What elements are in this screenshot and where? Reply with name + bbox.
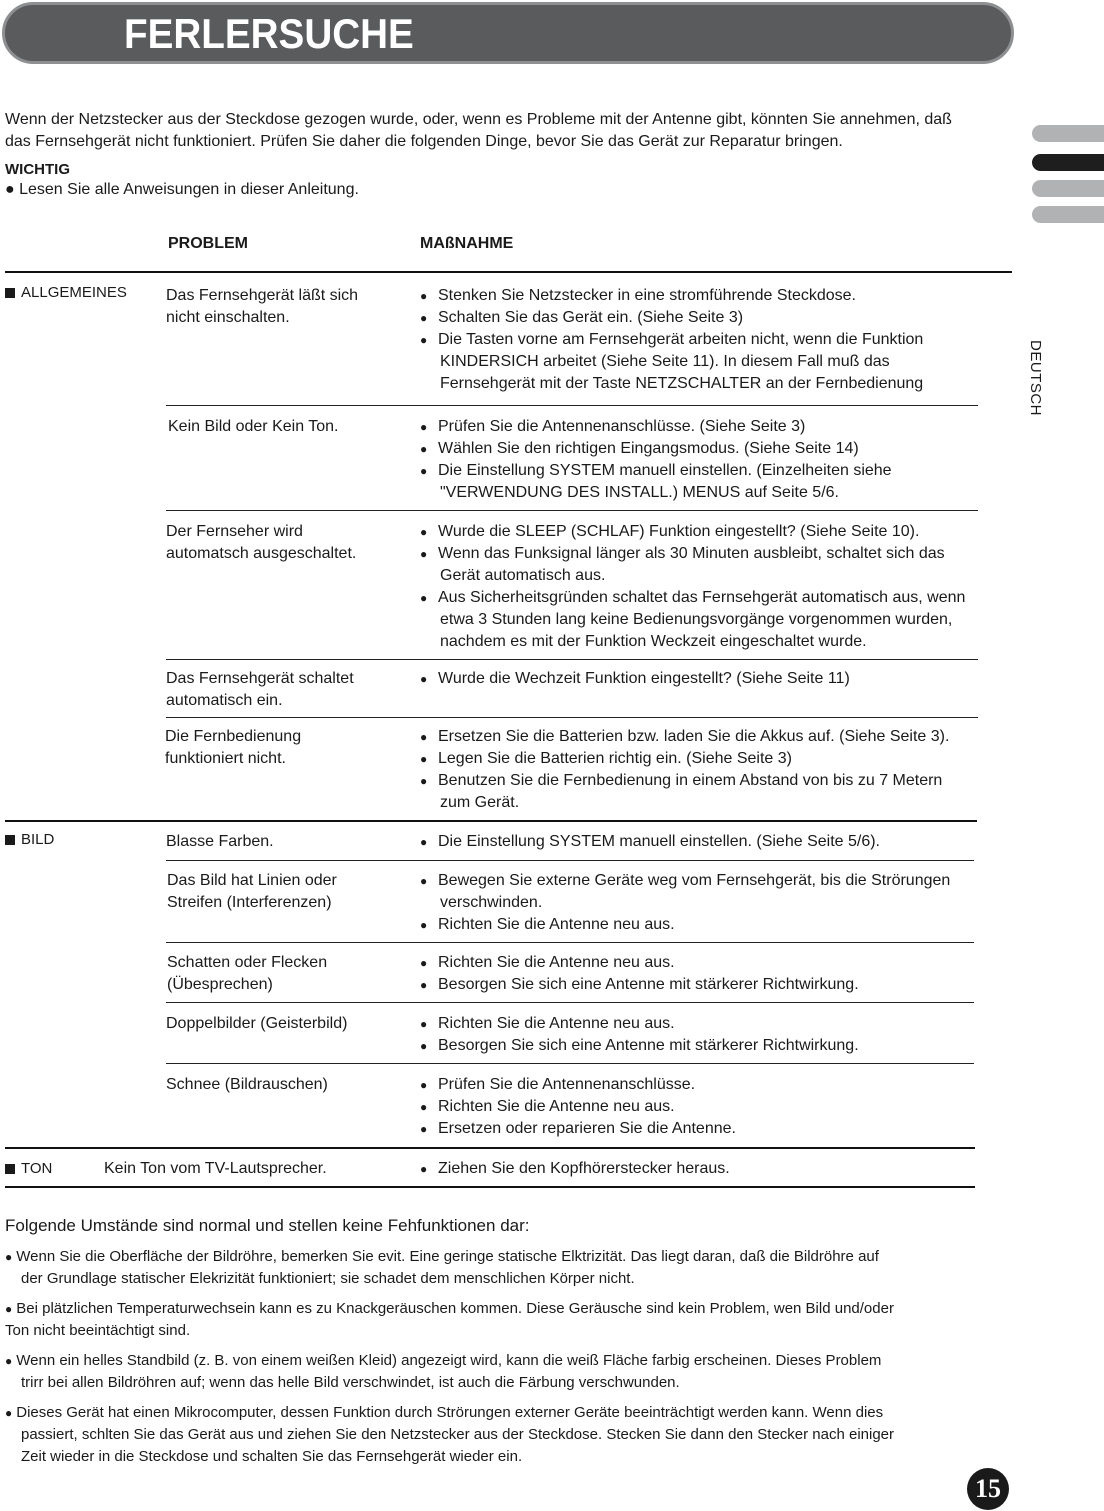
square-bullet-icon <box>5 835 15 845</box>
normal-condition-note <box>5 1402 1015 1468</box>
action-cell <box>420 521 1040 653</box>
category-general <box>5 284 127 301</box>
important-bullet: ● Lesen Sie alle Anweisungen in dieser Anleitung. <box>5 181 359 198</box>
problem-text: automatisch ein. <box>166 692 283 709</box>
problem-cell <box>166 521 406 565</box>
action-text-continuation: nachdem es mit der Funktion Weckzeit eingeschaltet wurde. <box>440 633 867 650</box>
action-cell <box>420 831 1040 853</box>
problem-cell <box>167 952 407 996</box>
square-bullet-icon <box>5 1164 15 1174</box>
row-divider <box>5 820 977 822</box>
problem-text: (Übesprechen) <box>167 976 273 993</box>
row-divider <box>166 942 974 943</box>
normal-condition-note <box>5 1246 1015 1290</box>
problem-text: Die Fernbedienung <box>165 728 302 745</box>
bullet-icon: ● <box>5 1354 13 1368</box>
action-text-continuation: KINDERSICH arbeitet (Siehe Seite 11). In diesem Fall muß das <box>440 353 890 370</box>
action-item: ● Die Einstellung SYSTEM manuell einstellen. (Einzelheiten siehe <box>420 460 1040 482</box>
row-divider <box>166 659 978 660</box>
action-item: ● Bewegen Sie externe Geräte weg vom Fernsehgerät, bis die Strörungen <box>420 870 1040 892</box>
note-line <box>5 1402 1015 1424</box>
category-label: BILD <box>21 831 55 848</box>
action-item: ● Richten Sie die Antenne neu aus. <box>420 914 1040 936</box>
row-divider <box>166 717 978 718</box>
problem-text: Kein Bild oder Kein Ton. <box>168 418 339 435</box>
action-cell <box>420 870 1040 936</box>
section-tab-3 <box>1032 180 1104 197</box>
table-divider <box>5 271 1012 273</box>
intro-line: Wenn der Netzstecker aus der Steckdose gezogen wurde, oder, wenn es Probleme mit der Antenne gibt, könnten Sie annehmen, daß <box>5 111 952 128</box>
problem-cell <box>166 831 406 853</box>
action-item: ● Aus Sicherheitsgründen schaltet das Fernsehgerät automatisch aus, wenn <box>420 587 1040 609</box>
problem-text: Doppelbilder (Geisterbild) <box>166 1015 348 1032</box>
category-label: ALLGEMEINES <box>21 284 127 301</box>
action-item: ● Wenn das Funksignal länger als 30 Minuten ausbleibt, schaltet sich das <box>420 543 1040 565</box>
note-line: der Grundlage statischer Elekrizität funktioniert; sie schadet dem menschlichen Körper nicht. <box>21 1270 635 1287</box>
action-item: ● Richten Sie die Antenne neu aus. <box>420 952 1040 974</box>
action-cell <box>420 726 1040 814</box>
page-title: FERLERSUCHE <box>124 10 414 57</box>
action-text-continuation: etwa 3 Stunden lang keine Bedienungsvorgänge vorgenommen wurden, <box>440 611 953 628</box>
note-line: Zeit wieder in die Steckdose und schalten Sie das Fernsehgerät wieder ein. <box>21 1448 523 1465</box>
problem-text: Das Fernsehgerät läßt sich <box>166 287 359 304</box>
bullet-icon: ● <box>5 1406 13 1420</box>
row-divider <box>166 1063 974 1064</box>
bullet-icon: ● <box>5 1250 13 1264</box>
problem-cell <box>166 1074 406 1096</box>
action-cell <box>420 285 1040 395</box>
action-item: ● Wurde die SLEEP (SCHLAF) Funktion eingestellt? (Siehe Seite 10). <box>420 521 1040 543</box>
problem-text: Kein Ton vom TV-Lautsprecher. <box>104 1160 327 1177</box>
action-item: ● Besorgen Sie sich eine Antenne mit stärkerer Richtwirkung. <box>420 974 1040 996</box>
normal-condition-note <box>5 1298 1015 1342</box>
problem-text: Schnee (Bildrauschen) <box>166 1076 328 1093</box>
section-tab-active <box>1032 154 1104 171</box>
row-divider <box>166 510 978 511</box>
problem-cell <box>104 1158 404 1180</box>
action-cell <box>420 1074 1040 1140</box>
section-tab-1 <box>1032 125 1104 142</box>
note-line <box>5 1350 1015 1372</box>
bullet-icon: ● <box>5 1302 13 1316</box>
action-cell <box>420 1013 1040 1057</box>
action-item: ● Besorgen Sie sich eine Antenne mit stärkerer Richtwirkung. <box>420 1035 1040 1057</box>
action-cell <box>420 1158 1040 1180</box>
action-text-continuation: Fernsehgerät mit der Taste NETZSCHALTER an der Fernbedienung <box>440 375 924 392</box>
problem-text: nicht einschalten. <box>166 309 290 326</box>
action-item: ● Benutzen Sie die Fernbedienung in einem Abstand von bis zu 7 Metern <box>420 770 1040 792</box>
note-line <box>5 1246 1015 1268</box>
category-picture <box>5 831 54 848</box>
action-item: ● Prüfen Sie die Antennenanschlüsse. (Siehe Seite 3) <box>420 416 1040 438</box>
problem-text: Streifen (Interferenzen) <box>167 894 332 911</box>
problem-text: Das Fernsehgerät schaltet <box>166 670 354 687</box>
note-line: trirr bei allen Bildröhren auf; wenn das helle Bild verschwindet, ist auch die Färbung verschwunden. <box>21 1374 680 1391</box>
action-item: ● Wurde die Wechzeit Funktion eingestellt? (Siehe Seite 11) <box>420 668 1040 690</box>
row-divider <box>166 860 974 861</box>
note-line: passiert, schlten Sie das Gerät aus und ziehen Sie den Netzstecker aus der Steckdose. Stecken Sie dann den Stecker nach einiger <box>21 1426 895 1443</box>
row-divider <box>5 1186 975 1188</box>
action-cell <box>420 668 1040 690</box>
problem-cell <box>168 416 408 438</box>
problem-text: funktioniert nicht. <box>165 750 286 767</box>
problem-text: Blasse Farben. <box>166 833 274 850</box>
action-text-continuation: verschwinden. <box>440 894 543 911</box>
note-text: Wenn ein helles Standbild (z. B. von einem weißen Kleid) angezeigt wird, kann die weiß Fläche farbig erscheinen. Dieses Problem <box>16 1352 882 1369</box>
square-bullet-icon <box>5 288 15 298</box>
problem-text: Das Bild hat Linien oder <box>167 872 337 889</box>
row-divider <box>5 1147 975 1149</box>
action-item: ● Richten Sie die Antenne neu aus. <box>420 1096 1040 1118</box>
language-label: DEUTSCH <box>1027 340 1044 417</box>
action-item: ● Prüfen Sie die Antennenanschlüsse. <box>420 1074 1040 1096</box>
action-item: ● Wählen Sie den richtigen Eingangsmodus. (Siehe Seite 14) <box>420 438 1040 460</box>
page-number: 15 <box>967 1468 1009 1510</box>
note-text: Bei plätzlichen Temperaturwechsein kann es zu Knackgeräuschen kommen. Diese Geräusche sind kein Problem, wen Bild und/oder <box>16 1300 894 1317</box>
action-item: ● Ersetzen oder reparieren Sie die Antenne. <box>420 1118 1040 1140</box>
category-label: TON <box>21 1160 53 1177</box>
note-text: Wenn Sie die Oberfläche der Bildröhre, bemerken Sie evit. Eine geringe statische Elktrizität. Das liegt daran, daß die Bildröhre auf <box>16 1248 879 1265</box>
section-tab-4 <box>1032 206 1104 223</box>
action-cell <box>420 416 1040 504</box>
important-label: WICHTIG <box>5 161 70 178</box>
action-text-continuation: Gerät automatisch aus. <box>440 567 606 584</box>
action-item: ● Stenken Sie Netzstecker in eine stromführende Steckdose. <box>420 285 1040 307</box>
action-item: ● Schalten Sie das Gerät ein. (Siehe Seite 3) <box>420 307 1040 329</box>
problem-cell <box>166 1013 406 1035</box>
action-item: ● Richten Sie die Antenne neu aus. <box>420 1013 1040 1035</box>
note-line: Ton nicht beeintächtigt sind. <box>5 1322 191 1339</box>
problem-cell <box>167 870 407 914</box>
action-item: ● Ersetzen Sie die Batterien bzw. laden Sie die Akkus auf. (Siehe Seite 3). <box>420 726 1040 748</box>
category-sound <box>5 1160 52 1177</box>
column-header-problem: PROBLEM <box>168 235 248 252</box>
problem-text: Schatten oder Flecken <box>167 954 328 971</box>
intro-line: das Fernsehgerät nicht funktioniert. Prüfen Sie daher die folgenden Dinge, bevor Sie das Gerät zur Reparatur bringen. <box>5 133 843 150</box>
column-header-action: MAßNAHME <box>420 235 514 252</box>
action-item: ● Die Tasten vorne am Fernsehgerät arbeiten nicht, wenn die Funktion <box>420 329 1040 351</box>
action-item: ● Legen Sie die Batterien richtig ein. (Siehe Seite 3) <box>420 748 1040 770</box>
row-divider <box>166 405 978 406</box>
normal-condition-note <box>5 1350 1015 1394</box>
note-line <box>5 1298 1015 1320</box>
problem-cell <box>166 285 406 329</box>
action-item: ● Ziehen Sie den Kopfhörerstecker heraus. <box>420 1158 1040 1180</box>
action-text-continuation: "VERWENDUNG DES INSTALL.) MENUS auf Seite 5/6. <box>440 484 839 501</box>
intro-paragraph <box>5 109 1005 153</box>
action-text-continuation: zum Gerät. <box>440 794 520 811</box>
action-cell <box>420 952 1040 996</box>
problem-cell <box>165 726 405 770</box>
action-item: ● Die Einstellung SYSTEM manuell einstellen. (Siehe Seite 5/6). <box>420 831 1040 853</box>
problem-cell <box>166 668 406 712</box>
note-text: Dieses Gerät hat einen Mikrocomputer, dessen Funktion durch Strörungen externer Geräte beeinträchtigt werden kann. Wenn dies <box>16 1404 884 1421</box>
problem-text: automatsch ausgeschaltet. <box>166 545 357 562</box>
problem-text: Der Fernseher wird <box>166 523 303 540</box>
row-divider <box>166 1002 974 1003</box>
normal-conditions-heading: Folgende Umstände sind normal und stellen keine Fehfunktionen dar: <box>5 1216 530 1235</box>
